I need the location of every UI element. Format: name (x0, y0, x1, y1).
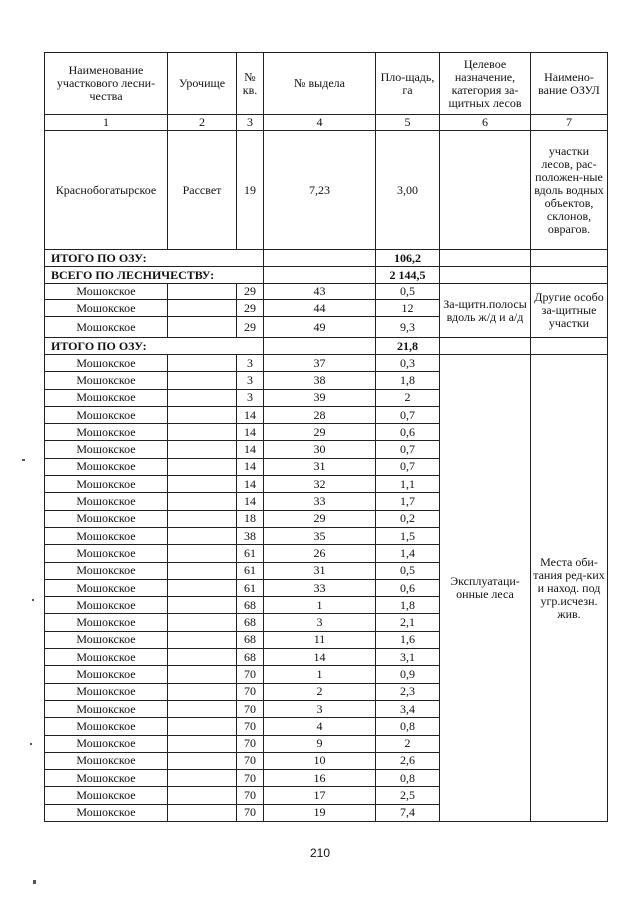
cell-forestry: Мошокское (45, 649, 168, 666)
cell-area: 12 (376, 300, 440, 317)
cell-section: 7,23 (264, 131, 376, 250)
table-body (45, 53, 608, 822)
cell-tract (168, 735, 237, 752)
cell-tract (168, 406, 237, 423)
cell-quarter: 61 (237, 545, 264, 562)
cell-area: 2 (376, 735, 440, 752)
cell-quarter: 3 (237, 355, 264, 372)
cell-section: 38 (264, 372, 376, 389)
cell-section: 31 (264, 562, 376, 579)
cell-forestry: Мошокское (45, 441, 168, 458)
cell-quarter: 70 (237, 666, 264, 683)
cell-forestry: Мошокское (45, 406, 168, 423)
cell-area: 0,5 (376, 284, 440, 300)
cell-section: 26 (264, 545, 376, 562)
cell-tract (168, 770, 237, 787)
cell-area: 7,4 (376, 804, 440, 821)
cell-forestry: Мошокское (45, 424, 168, 441)
cell-area: 0,7 (376, 458, 440, 475)
cell-area: 0,6 (376, 579, 440, 596)
cell-quarter: 61 (237, 562, 264, 579)
total-row (45, 338, 608, 355)
cell-quarter: 70 (237, 787, 264, 804)
total-row (45, 250, 608, 267)
cell-quarter: 19 (237, 131, 264, 250)
cell-area: 2,1 (376, 614, 440, 631)
table-row (45, 131, 608, 250)
cell-tract (168, 579, 237, 596)
cell-section: 33 (264, 493, 376, 510)
cell-area: 1,5 (376, 527, 440, 544)
header-area: Пло-щадь, га (376, 53, 440, 115)
empty-cell (440, 338, 531, 355)
cell-section: 37 (264, 355, 376, 372)
empty-cell (264, 267, 376, 284)
cell-quarter: 3 (237, 389, 264, 406)
cell-tract (168, 545, 237, 562)
cell-area: 0,2 (376, 510, 440, 527)
cell-area: 1,8 (376, 372, 440, 389)
cell-quarter: 70 (237, 683, 264, 700)
cell-section: 19 (264, 804, 376, 821)
cell-section: 43 (264, 284, 376, 300)
header-section: № выдела (264, 53, 376, 115)
cell-section: 4 (264, 718, 376, 735)
cell-ozul: Другие особо за-щитные участки (531, 284, 608, 338)
cell-tract (168, 804, 237, 821)
cell-area: 3,00 (376, 131, 440, 250)
cell-area: 1,8 (376, 597, 440, 614)
cell-forestry: Мошокское (45, 562, 168, 579)
header-row (45, 53, 608, 115)
cell-tract (168, 493, 237, 510)
total-ozu-value: 21,8 (376, 338, 440, 355)
cell-area: 0,7 (376, 406, 440, 423)
cell-forestry: Краснобогатырское (45, 131, 168, 250)
cell-forestry: Мошокское (45, 770, 168, 787)
cell-section: 32 (264, 476, 376, 493)
table-row (45, 284, 608, 300)
cell-purpose: За-щитн.полосы вдоль ж/д и а/д (440, 284, 531, 338)
cell-area: 3,4 (376, 700, 440, 717)
cell-quarter: 14 (237, 476, 264, 493)
cell-quarter: 70 (237, 700, 264, 717)
cell-tract (168, 614, 237, 631)
cell-quarter: 70 (237, 752, 264, 769)
cell-section: 3 (264, 614, 376, 631)
cell-forestry: Мошокское (45, 579, 168, 596)
cell-area: 0,9 (376, 666, 440, 683)
cell-quarter: 68 (237, 631, 264, 648)
cell-tract (168, 787, 237, 804)
cell-forestry: Мошокское (45, 527, 168, 544)
cell-tract (168, 666, 237, 683)
cell-area: 9,3 (376, 317, 440, 338)
cell-forestry: Мошокское (45, 284, 168, 300)
cell-forestry: Мошокское (45, 804, 168, 821)
cell-forestry: Мошокское (45, 493, 168, 510)
total-row (45, 267, 608, 284)
cell-section: 1 (264, 666, 376, 683)
cell-forestry: Мошокское (45, 597, 168, 614)
scan-speck (32, 599, 34, 601)
cell-forestry: Мошокское (45, 787, 168, 804)
cell-quarter: 70 (237, 804, 264, 821)
cell-tract (168, 458, 237, 475)
cell-forestry: Мошокское (45, 700, 168, 717)
col-number: 5 (376, 115, 440, 131)
cell-forestry: Мошокское (45, 735, 168, 752)
table-row (45, 355, 608, 372)
scan-speck (33, 880, 36, 884)
header-quarter: № кв. (237, 53, 264, 115)
header-ozul: Наимено-вание ОЗУЛ (531, 53, 608, 115)
cell-area: 0,8 (376, 770, 440, 787)
cell-area: 1,4 (376, 545, 440, 562)
cell-quarter: 70 (237, 770, 264, 787)
cell-section: 29 (264, 424, 376, 441)
cell-section: 3 (264, 700, 376, 717)
cell-tract (168, 527, 237, 544)
cell-quarter: 14 (237, 424, 264, 441)
cell-quarter: 29 (237, 317, 264, 338)
cell-purpose: Эксплуатаци-онные леса (440, 355, 531, 822)
empty-cell (531, 267, 608, 284)
cell-section: 31 (264, 458, 376, 475)
cell-tract (168, 389, 237, 406)
cell-section: 10 (264, 752, 376, 769)
scan-speck (22, 459, 25, 461)
cell-area: 0,7 (376, 441, 440, 458)
cell-tract (168, 372, 237, 389)
cell-tract (168, 752, 237, 769)
cell-section: 30 (264, 441, 376, 458)
cell-section: 9 (264, 735, 376, 752)
cell-section: 29 (264, 510, 376, 527)
cell-quarter: 61 (237, 579, 264, 596)
scan-speck (30, 743, 32, 745)
cell-tract (168, 597, 237, 614)
empty-cell (264, 338, 376, 355)
cell-forestry: Мошокское (45, 389, 168, 406)
cell-quarter: 29 (237, 284, 264, 300)
total-forestry-value: 2 144,5 (376, 267, 440, 284)
cell-quarter: 14 (237, 406, 264, 423)
cell-area: 2,5 (376, 787, 440, 804)
cell-area: 1,7 (376, 493, 440, 510)
column-number-row (45, 115, 608, 131)
col-number: 2 (168, 115, 237, 131)
cell-area: 2 (376, 389, 440, 406)
total-forestry-label: ВСЕГО ПО ЛЕСНИЧЕСТВУ: (45, 267, 264, 284)
cell-forestry: Мошокское (45, 752, 168, 769)
cell-tract (168, 700, 237, 717)
cell-quarter: 70 (237, 735, 264, 752)
cell-forestry: Мошокское (45, 355, 168, 372)
cell-quarter: 70 (237, 718, 264, 735)
cell-forestry: Мошокское (45, 718, 168, 735)
cell-tract (168, 424, 237, 441)
cell-quarter: 68 (237, 649, 264, 666)
cell-section: 35 (264, 527, 376, 544)
cell-tract (168, 683, 237, 700)
empty-cell (264, 250, 376, 267)
total-ozu-label: ИТОГО ПО ОЗУ: (45, 250, 264, 267)
cell-section: 33 (264, 579, 376, 596)
header-purpose: Целевое назначение, категория за-щитных лесов (440, 53, 531, 115)
cell-section: 49 (264, 317, 376, 338)
cell-area: 1,1 (376, 476, 440, 493)
cell-area: 2,6 (376, 752, 440, 769)
header-tract: Урочище (168, 53, 237, 115)
cell-tract (168, 718, 237, 735)
cell-area: 0,3 (376, 355, 440, 372)
cell-tract: Рассвет (168, 131, 237, 250)
cell-section: 11 (264, 631, 376, 648)
col-number: 1 (45, 115, 168, 131)
cell-quarter: 68 (237, 614, 264, 631)
cell-forestry: Мошокское (45, 300, 168, 317)
cell-tract (168, 441, 237, 458)
cell-area: 0,6 (376, 424, 440, 441)
cell-forestry: Мошокское (45, 317, 168, 338)
page-number: 210 (309, 846, 331, 860)
cell-quarter: 14 (237, 458, 264, 475)
cell-forestry: Мошокское (45, 683, 168, 700)
cell-forestry: Мошокское (45, 476, 168, 493)
cell-area: 1,6 (376, 631, 440, 648)
cell-area: 0,5 (376, 562, 440, 579)
header-forestry: Наименование участкового лесни-чества (45, 53, 168, 115)
col-number: 6 (440, 115, 531, 131)
cell-quarter: 38 (237, 527, 264, 544)
cell-quarter: 14 (237, 493, 264, 510)
col-number: 4 (264, 115, 376, 131)
cell-tract (168, 284, 237, 300)
cell-area: 2,3 (376, 683, 440, 700)
cell-section: 1 (264, 597, 376, 614)
cell-tract (168, 355, 237, 372)
cell-tract (168, 649, 237, 666)
empty-cell (531, 338, 608, 355)
total-ozu-label: ИТОГО ПО ОЗУ: (45, 338, 264, 355)
col-number: 3 (237, 115, 264, 131)
cell-forestry: Мошокское (45, 372, 168, 389)
cell-forestry: Мошокское (45, 545, 168, 562)
cell-section: 28 (264, 406, 376, 423)
cell-tract (168, 476, 237, 493)
cell-section: 17 (264, 787, 376, 804)
cell-forestry: Мошокское (45, 666, 168, 683)
empty-cell (440, 250, 531, 267)
cell-quarter: 18 (237, 510, 264, 527)
empty-cell (531, 250, 608, 267)
total-ozu-value: 106,2 (376, 250, 440, 267)
cell-section: 39 (264, 389, 376, 406)
cell-tract (168, 631, 237, 648)
cell-area: 0,8 (376, 718, 440, 735)
cell-quarter: 14 (237, 441, 264, 458)
cell-forestry: Мошокское (45, 614, 168, 631)
cell-forestry: Мошокское (45, 631, 168, 648)
cell-ozul: участки лесов, рас-положен-ные вдоль водных объектов, склонов, оврагов. (531, 131, 608, 250)
cell-forestry: Мошокское (45, 510, 168, 527)
cell-quarter: 68 (237, 597, 264, 614)
cell-purpose (440, 131, 531, 250)
cell-tract (168, 562, 237, 579)
cell-area: 3,1 (376, 649, 440, 666)
cell-section: 14 (264, 649, 376, 666)
cell-section: 44 (264, 300, 376, 317)
cell-section: 16 (264, 770, 376, 787)
cell-section: 2 (264, 683, 376, 700)
col-number: 7 (531, 115, 608, 131)
cell-tract (168, 317, 237, 338)
cell-forestry: Мошокское (45, 458, 168, 475)
cell-quarter: 3 (237, 372, 264, 389)
forest-table (44, 52, 608, 822)
empty-cell (440, 267, 531, 284)
cell-tract (168, 300, 237, 317)
cell-quarter: 29 (237, 300, 264, 317)
cell-tract (168, 510, 237, 527)
cell-ozul: Места оби-тания ред-ких и наход. под угр.исчезн. жив. (531, 355, 608, 822)
